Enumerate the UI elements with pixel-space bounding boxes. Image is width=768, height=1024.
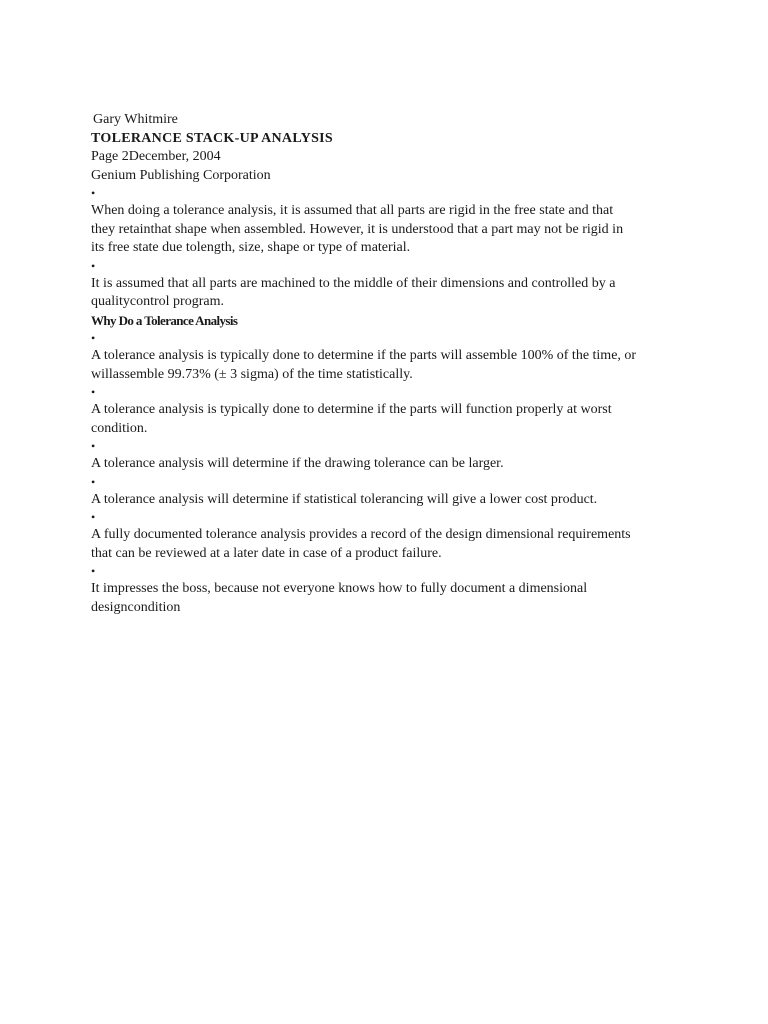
paragraph-line: designcondition bbox=[91, 599, 181, 615]
paragraph-line: condition. bbox=[91, 420, 148, 436]
paragraph-line: willassemble 99.73% (± 3 sigma) of the time statistically. bbox=[91, 366, 413, 382]
paragraph-line: It impresses the boss, because not everyone knows how to fully document a dimensional bbox=[91, 581, 588, 596]
author-name: Gary Whitmire bbox=[93, 112, 178, 127]
paragraph-line: qualitycontrol program. bbox=[91, 294, 224, 309]
paragraph-line: A fully documented tolerance analysis provides a record of the design dimensional requirements bbox=[91, 527, 631, 542]
bullet-icon: • bbox=[91, 186, 96, 200]
bullet-icon: • bbox=[91, 385, 96, 399]
intro-paragraph bbox=[91, 275, 681, 312]
intro-paragraph bbox=[91, 202, 681, 258]
bullet-icon: • bbox=[91, 439, 96, 453]
paragraph-line: A tolerance analysis will determine if statistical tolerancing will give a lower cost product. bbox=[91, 491, 598, 507]
publisher-name: Genium Publishing Corporation bbox=[91, 167, 271, 183]
paragraph-line: A tolerance analysis will determine if the drawing tolerance can be larger. bbox=[91, 456, 504, 471]
reason-paragraph bbox=[91, 491, 681, 510]
bullet-icon: • bbox=[91, 474, 96, 489]
paragraph-line: its free state due tolength, size, shape or type of material. bbox=[91, 240, 411, 255]
document-title: TOLERANCE STACK-UP ANALYSIS bbox=[91, 130, 334, 146]
paragraph-line: When doing a tolerance analysis, it is assumed that all parts are rigid in the free state and that bbox=[91, 203, 614, 218]
reason-paragraph bbox=[91, 580, 681, 617]
bullet-icon: • bbox=[91, 510, 96, 524]
paragraph-line: A tolerance analysis is typically done to determine if the parts will function properly at worst bbox=[91, 402, 612, 417]
bullet-icon: • bbox=[91, 331, 96, 345]
section-heading: Why Do a Tolerance Analysis bbox=[91, 312, 238, 328]
paragraph-line: It is assumed that all parts are machined to the middle of their dimensions and controlled by a bbox=[91, 275, 616, 291]
paragraph-line: A tolerance analysis is typically done to determine if the parts will assemble 100% of the time, or bbox=[91, 348, 637, 363]
bullet-icon: • bbox=[91, 258, 96, 273]
reason-paragraph bbox=[91, 347, 681, 384]
paragraph-line: they retainthat shape when assembled. However, it is understood that a part may not be rigid in bbox=[91, 221, 624, 237]
reason-paragraph bbox=[91, 526, 681, 563]
bullet-icon: • bbox=[91, 564, 96, 578]
paragraph-line: that can be reviewed at a later date in case of a product failure. bbox=[91, 545, 442, 561]
page-date: Page 2December, 2004 bbox=[91, 149, 221, 164]
reason-paragraph bbox=[91, 455, 681, 474]
document-page bbox=[91, 111, 691, 617]
reason-paragraph bbox=[91, 401, 681, 438]
